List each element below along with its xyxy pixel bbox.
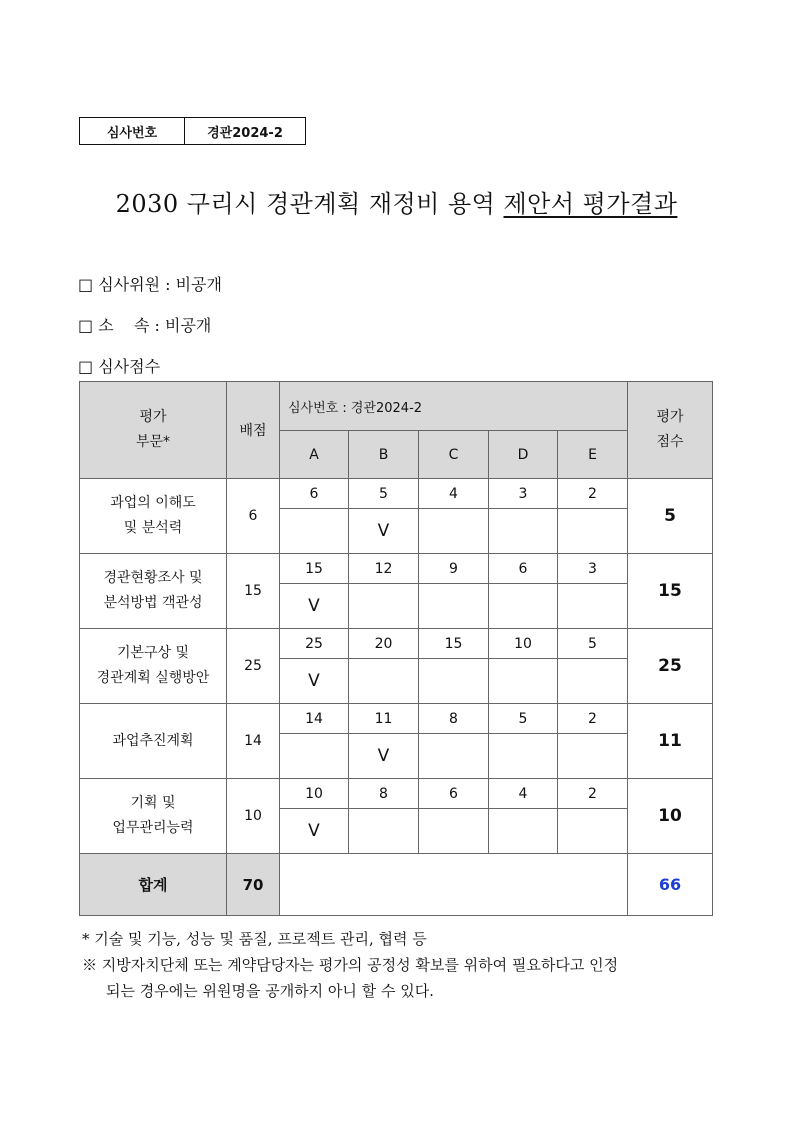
category-line2: 경관계획 실행방안	[96, 670, 210, 686]
header-review-id: 심사번호 : 경관2024-2	[280, 382, 628, 431]
category-line2: 업무관리능력	[112, 820, 194, 836]
info-reviewer: □ 심사위원 : 비공개	[78, 275, 222, 294]
check-mark: V	[349, 509, 419, 554]
check-mark: V	[280, 809, 349, 854]
check-cell	[349, 809, 419, 854]
points-cell: 2	[558, 704, 628, 734]
weight-cell: 6	[227, 479, 280, 554]
points-cell: 2	[558, 779, 628, 809]
note-disclosure-line1: ※ 지방자치단체 또는 계약담당자는 평가의 공정성 확보를 위하여 필요하다고 인정	[82, 956, 619, 974]
category-cell	[80, 554, 227, 629]
check-cell	[558, 509, 628, 554]
check-cell	[349, 659, 419, 704]
points-cell: 3	[558, 554, 628, 584]
category-cell	[80, 779, 227, 854]
check-cell	[280, 509, 349, 554]
review-number-box	[79, 117, 306, 145]
header-category-line1: 평가	[139, 409, 167, 425]
category-line1: 경관현황조사 및	[103, 570, 203, 586]
check-cell	[558, 809, 628, 854]
score-table	[79, 381, 713, 916]
header-weight: 배점	[227, 382, 280, 479]
points-cell: 15	[419, 629, 489, 659]
check-cell	[419, 509, 489, 554]
score-cell: 15	[628, 554, 713, 629]
check-cell	[280, 734, 349, 779]
score-cell: 25	[628, 629, 713, 704]
points-cell: 5	[558, 629, 628, 659]
grade-header-a: A	[280, 431, 349, 479]
category-line2: 분석방법 객관성	[103, 595, 203, 611]
points-cell: 20	[349, 629, 419, 659]
points-cell: 12	[349, 554, 419, 584]
review-number-label: 심사번호	[80, 118, 185, 144]
check-cell	[419, 584, 489, 629]
category-cell	[80, 704, 227, 779]
score-cell: 10	[628, 779, 713, 854]
page-title	[0, 184, 793, 219]
total-score: 66	[628, 854, 713, 916]
check-cell	[489, 809, 558, 854]
total-weight: 70	[227, 854, 280, 916]
points-cell: 8	[419, 704, 489, 734]
header-score	[628, 382, 713, 479]
info-score-heading: □ 심사점수	[78, 357, 161, 376]
check-cell	[489, 734, 558, 779]
title-underlined: 제안서 평가결과	[503, 190, 678, 218]
review-number-value: 경관2024-2	[207, 125, 283, 141]
category-line1: 기획 및	[130, 795, 176, 811]
info-affiliation: □ 소 속 : 비공개	[78, 316, 212, 335]
category-cell	[80, 479, 227, 554]
points-cell: 8	[349, 779, 419, 809]
category-cell	[80, 629, 227, 704]
total-label: 합계	[80, 854, 227, 916]
category-line1: 과업추진계획	[112, 732, 194, 749]
weight-cell: 14	[227, 704, 280, 779]
points-cell: 14	[280, 704, 349, 734]
check-cell	[419, 734, 489, 779]
grade-header-d: D	[489, 431, 558, 479]
check-mark: V	[280, 584, 349, 629]
points-cell: 2	[558, 479, 628, 509]
header-category-line2: 부문*	[135, 434, 171, 450]
points-cell: 4	[489, 779, 558, 809]
points-cell: 10	[489, 629, 558, 659]
header-score-line1: 평가	[656, 409, 684, 425]
score-cell: 11	[628, 704, 713, 779]
points-cell: 6	[280, 479, 349, 509]
check-cell	[349, 584, 419, 629]
score-cell: 5	[628, 479, 713, 554]
points-cell: 9	[419, 554, 489, 584]
check-cell	[419, 809, 489, 854]
grade-header-c: C	[419, 431, 489, 479]
check-mark: V	[280, 659, 349, 704]
points-cell: 3	[489, 479, 558, 509]
points-cell: 25	[280, 629, 349, 659]
grade-header-b: B	[349, 431, 419, 479]
grade-header-e: E	[558, 431, 628, 479]
note-disclosure-line2: 되는 경우에는 위원명을 공개하지 아니 할 수 있다.	[106, 982, 434, 1000]
check-cell	[558, 584, 628, 629]
points-cell: 4	[419, 479, 489, 509]
category-line1: 기본구상 및	[116, 645, 190, 661]
check-cell	[489, 659, 558, 704]
points-cell: 6	[419, 779, 489, 809]
points-cell: 5	[489, 704, 558, 734]
header-score-line2: 점수	[656, 434, 684, 450]
points-cell: 11	[349, 704, 419, 734]
weight-cell: 15	[227, 554, 280, 629]
points-cell: 5	[349, 479, 419, 509]
category-line1: 과업의 이해도	[110, 495, 196, 511]
weight-cell: 25	[227, 629, 280, 704]
note-criteria: * 기술 및 기능, 성능 및 품질, 프로젝트 관리, 협력 등	[82, 930, 427, 948]
check-cell	[489, 584, 558, 629]
points-cell: 6	[489, 554, 558, 584]
check-cell	[489, 509, 558, 554]
points-cell: 10	[280, 779, 349, 809]
notes	[82, 926, 618, 1004]
header-category	[80, 382, 227, 479]
category-line2: 및 분석력	[123, 520, 183, 536]
check-cell	[558, 659, 628, 704]
check-cell	[558, 734, 628, 779]
weight-cell: 10	[227, 779, 280, 854]
check-mark: V	[349, 734, 419, 779]
title-main: 2030 구리시 경관계획 재정비 용역	[115, 190, 504, 218]
total-empty	[280, 854, 628, 916]
check-cell	[419, 659, 489, 704]
points-cell: 15	[280, 554, 349, 584]
